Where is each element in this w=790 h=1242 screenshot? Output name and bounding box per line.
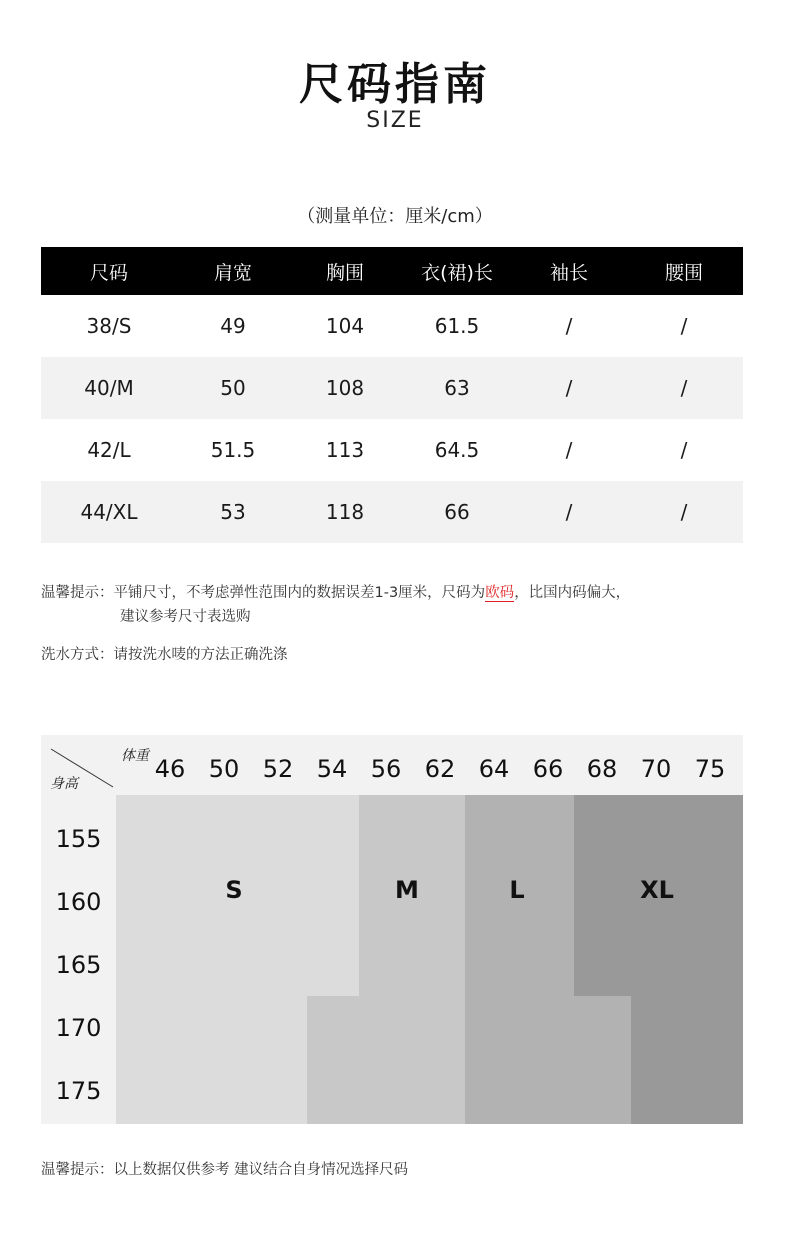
- zone-label-xl: XL: [640, 876, 674, 904]
- weight-label: 70: [640, 755, 672, 783]
- page-subtitle: SIZE: [366, 108, 424, 133]
- zone-s-block-lower: [116, 996, 307, 1124]
- wash-note: [41, 643, 288, 667]
- col-chest: 胸围: [325, 261, 364, 284]
- corner-height-label: 身高: [50, 776, 78, 792]
- col-size: 尺码: [89, 261, 128, 284]
- footer-tip: 温馨提示：以上数据仅供参考 建议结合自身情况选择尺码: [41, 1162, 409, 1178]
- cell: /: [680, 500, 688, 524]
- cell: 66: [444, 500, 470, 524]
- tip-text-a: 平铺尺寸，不考虑弹性范围内的数据误差1-3厘米，尺码为: [113, 585, 486, 601]
- weight-label: 64: [478, 755, 510, 783]
- cell: 40/M: [84, 376, 134, 400]
- unit-note: （测量单位：厘米/cm）: [297, 206, 493, 227]
- weight-label: 62: [424, 755, 456, 783]
- tip-text-line2: 建议参考尺寸表选购: [120, 609, 251, 625]
- col-sleeve: 袖长: [549, 261, 588, 284]
- weight-label: 54: [316, 755, 348, 783]
- table-row: [41, 357, 743, 419]
- page-title: 尺码指南: [299, 59, 491, 110]
- weight-label: 56: [370, 755, 402, 783]
- tip-label: 温馨提示：: [41, 585, 114, 601]
- cell: /: [565, 438, 573, 462]
- zone-label-m: M: [395, 876, 419, 904]
- cell: /: [680, 376, 688, 400]
- cell: 104: [325, 314, 365, 338]
- weight-label: 75: [694, 755, 726, 783]
- wash-label: 洗水方式：: [41, 647, 114, 663]
- cell: /: [680, 438, 688, 462]
- cell: 50: [220, 376, 246, 400]
- cell: /: [565, 500, 573, 524]
- zone-label-l: L: [509, 876, 525, 904]
- size-table-header: [41, 247, 743, 295]
- cell: 51.5: [210, 438, 256, 462]
- weight-label: 46: [154, 755, 186, 783]
- tip-highlight: 欧码: [485, 585, 515, 601]
- table-row: [41, 481, 743, 543]
- grid-side: [41, 795, 116, 1124]
- corner-weight-label: 体重: [121, 748, 149, 764]
- table-row: [41, 419, 743, 481]
- cell: 38/S: [86, 314, 132, 338]
- cell: 108: [325, 376, 365, 400]
- height-label: 170: [55, 1014, 102, 1042]
- weight-label: 52: [262, 755, 294, 783]
- tip-note: [41, 581, 630, 629]
- table-row: [41, 295, 743, 357]
- height-label: 165: [55, 951, 102, 979]
- zone-m-block-lower: [307, 996, 465, 1124]
- col-length: 衣(裙)长: [421, 261, 493, 284]
- height-label: 175: [55, 1077, 102, 1105]
- weight-label: 50: [208, 755, 240, 783]
- size-table: [41, 247, 743, 543]
- weight-label: 68: [586, 755, 618, 783]
- zone-l-block-lower: [465, 996, 631, 1124]
- zone-label-s: S: [225, 876, 243, 904]
- cell: 64.5: [434, 438, 480, 462]
- tip-text-b: ，比国内码偏大，: [514, 585, 631, 601]
- cell: /: [565, 314, 573, 338]
- cell: 44/XL: [80, 500, 138, 524]
- cell: 118: [325, 500, 365, 524]
- cell: 53: [220, 500, 246, 524]
- grid-header: [41, 735, 743, 795]
- cell: /: [680, 314, 688, 338]
- height-label: 160: [55, 888, 102, 916]
- cell: 63: [444, 376, 470, 400]
- cell: 42/L: [87, 438, 131, 462]
- wash-text: 请按洗水唛的方法正确洗涤: [113, 647, 288, 663]
- cell: /: [565, 376, 573, 400]
- cell: 49: [220, 314, 246, 338]
- col-waist: 腰围: [664, 261, 703, 284]
- zone-xl-block-lower: [631, 996, 743, 1124]
- cell: 61.5: [434, 314, 480, 338]
- height-label: 155: [55, 825, 102, 853]
- weight-label: 66: [532, 755, 564, 783]
- cell: 113: [325, 438, 365, 462]
- col-shoulder: 肩宽: [213, 261, 252, 284]
